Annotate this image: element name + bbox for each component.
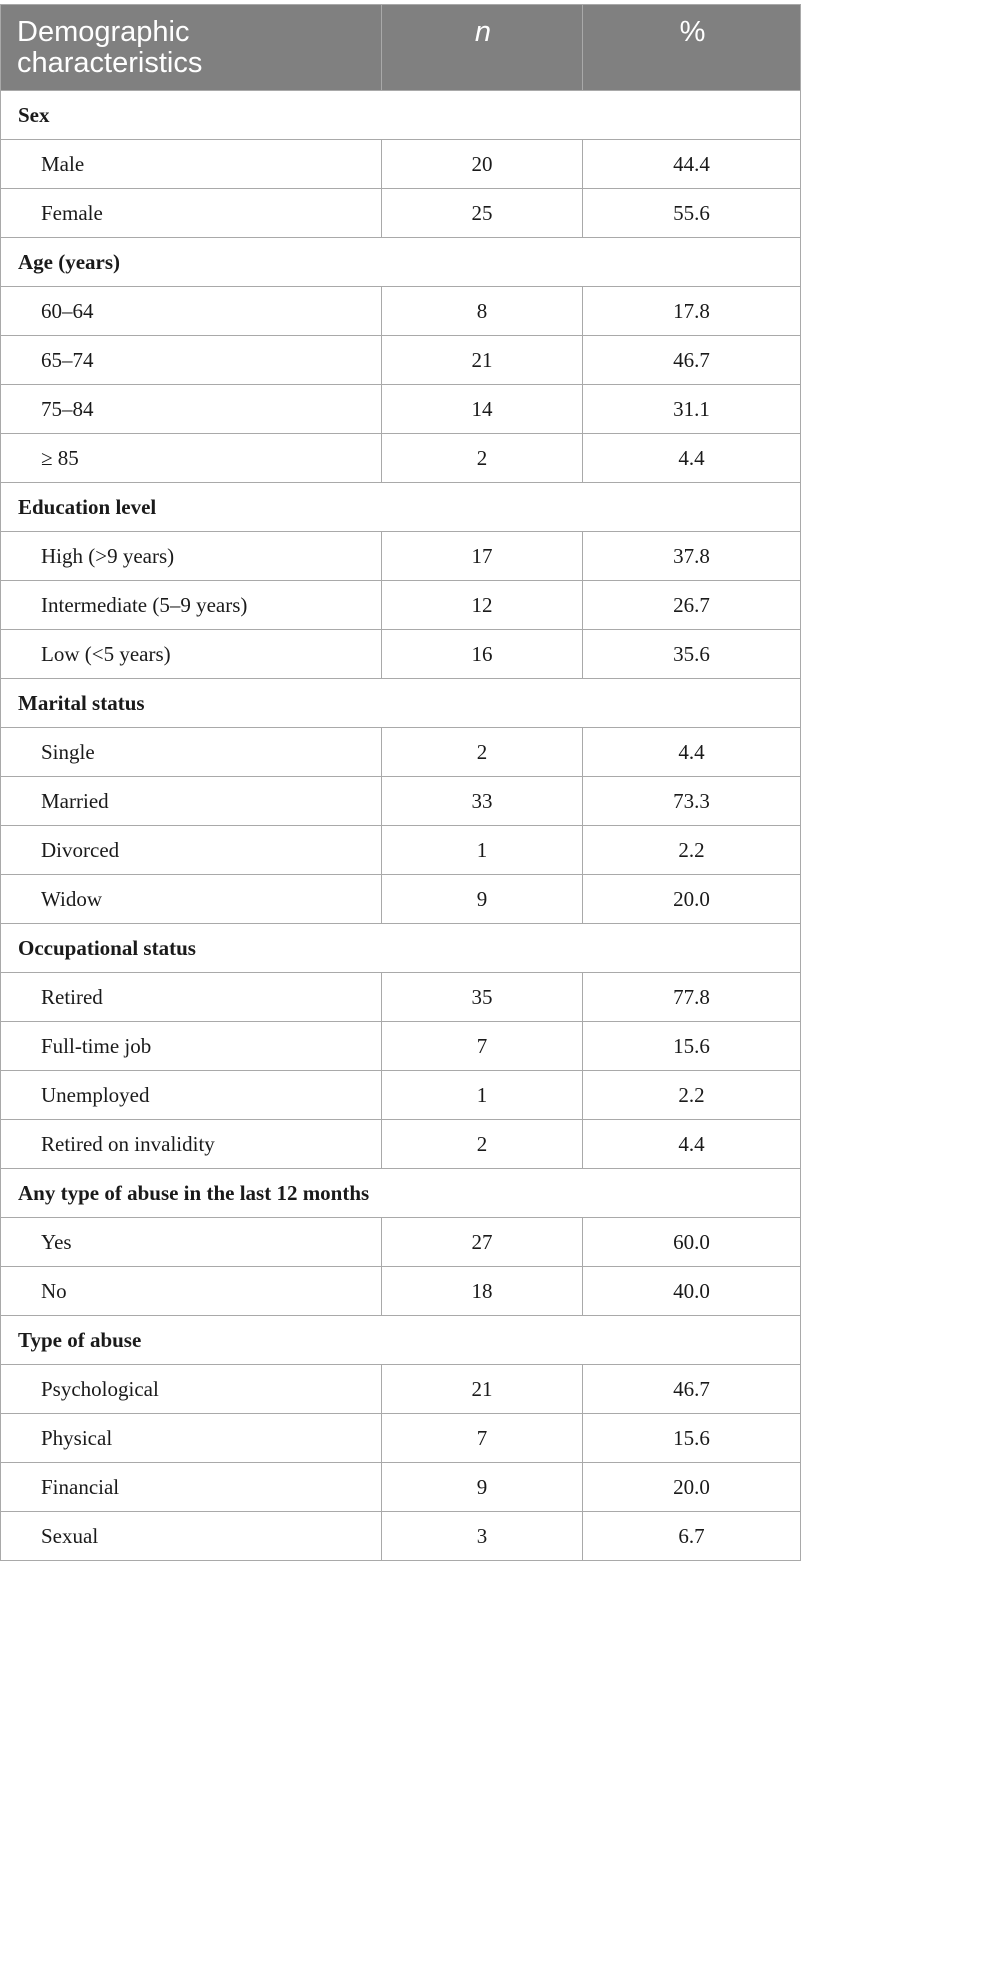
row-percent: 60.0 — [583, 1218, 801, 1267]
row-percent: 77.8 — [583, 973, 801, 1022]
row-percent: 20.0 — [583, 875, 801, 924]
row-label: No — [1, 1267, 382, 1316]
table-row — [1, 434, 801, 483]
row-percent: 2.2 — [583, 1071, 801, 1120]
table-row — [1, 140, 801, 189]
row-label: 60–64 — [1, 287, 382, 336]
row-percent: 55.6 — [583, 189, 801, 238]
section-row — [1, 924, 801, 973]
table-row — [1, 581, 801, 630]
row-percent: 26.7 — [583, 581, 801, 630]
table-row — [1, 777, 801, 826]
row-n: 9 — [382, 875, 583, 924]
section-title: Occupational status — [1, 924, 801, 973]
row-percent: 6.7 — [583, 1512, 801, 1561]
section-title: Age (years) — [1, 238, 801, 287]
row-label: Full-time job — [1, 1022, 382, 1071]
row-n: 12 — [382, 581, 583, 630]
section-row — [1, 238, 801, 287]
row-label: Married — [1, 777, 382, 826]
row-label: Single — [1, 728, 382, 777]
row-n: 1 — [382, 826, 583, 875]
row-n: 35 — [382, 973, 583, 1022]
table-row — [1, 287, 801, 336]
row-n: 21 — [382, 336, 583, 385]
table-row — [1, 1120, 801, 1169]
row-n: 1 — [382, 1071, 583, 1120]
row-label: Widow — [1, 875, 382, 924]
table-row — [1, 1071, 801, 1120]
section-row — [1, 679, 801, 728]
row-label: 65–74 — [1, 336, 382, 385]
table-row — [1, 826, 801, 875]
section-row — [1, 483, 801, 532]
row-n: 8 — [382, 287, 583, 336]
row-label: Physical — [1, 1414, 382, 1463]
section-row — [1, 1169, 801, 1218]
row-percent: 73.3 — [583, 777, 801, 826]
row-percent: 15.6 — [583, 1414, 801, 1463]
row-percent: 15.6 — [583, 1022, 801, 1071]
table-body — [1, 91, 801, 1561]
table-row — [1, 189, 801, 238]
header-percent: % — [583, 5, 801, 91]
header-row — [1, 5, 801, 91]
row-label: Low (<5 years) — [1, 630, 382, 679]
table-row — [1, 630, 801, 679]
table-row — [1, 728, 801, 777]
section-title: Any type of abuse in the last 12 months — [1, 1169, 801, 1218]
section-title: Type of abuse — [1, 1316, 801, 1365]
table-header — [1, 5, 801, 91]
row-percent: 2.2 — [583, 826, 801, 875]
row-percent: 40.0 — [583, 1267, 801, 1316]
table-row — [1, 385, 801, 434]
row-percent: 46.7 — [583, 336, 801, 385]
row-n: 7 — [382, 1022, 583, 1071]
row-percent: 35.6 — [583, 630, 801, 679]
row-n: 27 — [382, 1218, 583, 1267]
row-percent: 4.4 — [583, 434, 801, 483]
row-percent: 17.8 — [583, 287, 801, 336]
row-label: Yes — [1, 1218, 382, 1267]
section-row — [1, 1316, 801, 1365]
table-row — [1, 532, 801, 581]
demographics-table — [0, 4, 801, 1561]
row-label: Female — [1, 189, 382, 238]
row-percent: 20.0 — [583, 1463, 801, 1512]
row-percent: 4.4 — [583, 728, 801, 777]
row-n: 16 — [382, 630, 583, 679]
row-label: Divorced — [1, 826, 382, 875]
table-row — [1, 1267, 801, 1316]
row-n: 14 — [382, 385, 583, 434]
row-percent: 46.7 — [583, 1365, 801, 1414]
row-label: Unemployed — [1, 1071, 382, 1120]
table-row — [1, 973, 801, 1022]
section-title: Marital status — [1, 679, 801, 728]
table-row — [1, 336, 801, 385]
table-row — [1, 1414, 801, 1463]
row-n: 21 — [382, 1365, 583, 1414]
row-n: 9 — [382, 1463, 583, 1512]
row-n: 2 — [382, 1120, 583, 1169]
header-n — [382, 5, 583, 91]
table-row — [1, 875, 801, 924]
row-n: 25 — [382, 189, 583, 238]
table-row — [1, 1022, 801, 1071]
row-percent: 37.8 — [583, 532, 801, 581]
row-label: Intermediate (5–9 years) — [1, 581, 382, 630]
row-label: High (>9 years) — [1, 532, 382, 581]
row-n: 2 — [382, 434, 583, 483]
row-n: 20 — [382, 140, 583, 189]
row-label: Male — [1, 140, 382, 189]
row-n: 33 — [382, 777, 583, 826]
header-n-label: n — [474, 16, 492, 48]
row-label: 75–84 — [1, 385, 382, 434]
row-n: 3 — [382, 1512, 583, 1561]
row-percent: 31.1 — [583, 385, 801, 434]
row-n: 2 — [382, 728, 583, 777]
row-percent: 4.4 — [583, 1120, 801, 1169]
section-row — [1, 91, 801, 140]
table-row — [1, 1365, 801, 1414]
row-n: 7 — [382, 1414, 583, 1463]
section-title: Sex — [1, 91, 801, 140]
table-row — [1, 1512, 801, 1561]
section-title: Education level — [1, 483, 801, 532]
row-n: 18 — [382, 1267, 583, 1316]
header-demographic-characteristics: Demographic characteristics — [1, 5, 382, 91]
row-label: Retired — [1, 973, 382, 1022]
row-label: Psychological — [1, 1365, 382, 1414]
row-label: Retired on invalidity — [1, 1120, 382, 1169]
row-label: Financial — [1, 1463, 382, 1512]
demographics-table-container — [0, 4, 800, 1561]
table-row — [1, 1218, 801, 1267]
row-label: Sexual — [1, 1512, 382, 1561]
row-label: ≥ 85 — [1, 434, 382, 483]
table-row — [1, 1463, 801, 1512]
row-percent: 44.4 — [583, 140, 801, 189]
row-n: 17 — [382, 532, 583, 581]
